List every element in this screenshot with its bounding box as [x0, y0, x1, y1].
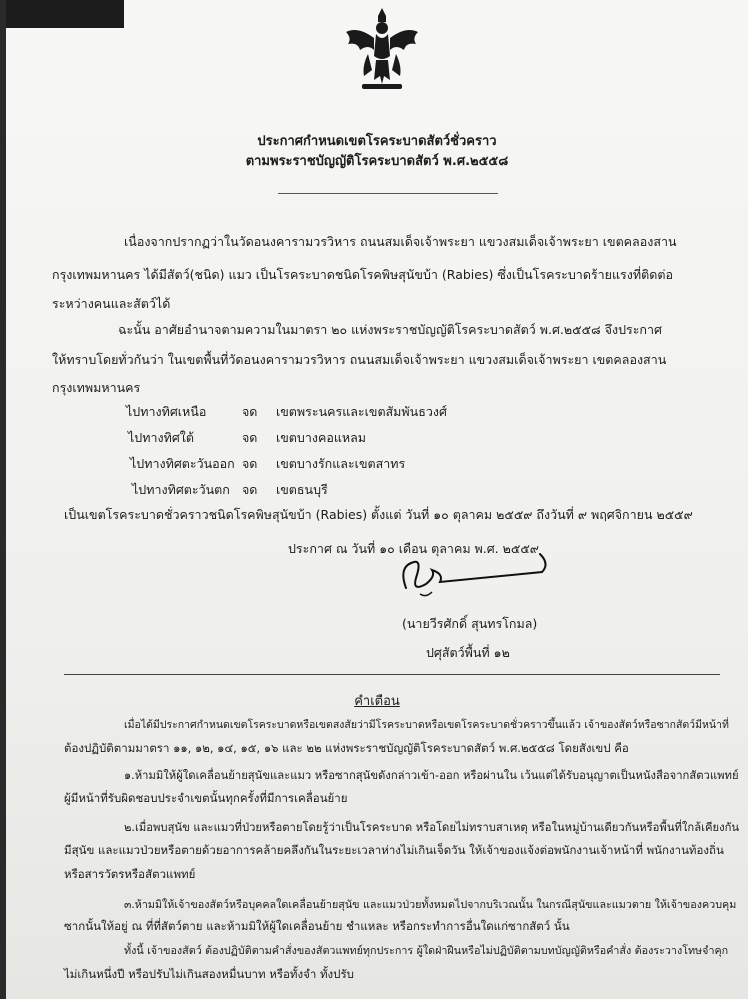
- signature-mark: [392, 548, 552, 600]
- boundary-east: ไปทางทิศตะวันออก จด เขตบางรักและเขตสาทร: [130, 456, 406, 471]
- announcement-subtitle: ตามพระราชบัญญัติโรคระบาดสัตว์ พ.ศ.๒๕๕๘: [245, 154, 509, 169]
- warning-closing-line-1: ทั้งนี้ เจ้าของสัตว์ ต้องปฏิบัติตามคำสั่งของสัตวแพทย์ทุกประการ ผู้ใดฝ่าฝืนหรือไม่ปฏิบัติตามบทบัญญัติหรือคำสั่ง ต้องระวางโทษจำคุก: [124, 944, 729, 957]
- signer-name: (นายวีรศักดิ์ สุนทรโกมล): [402, 616, 538, 631]
- warning-intro-line-1: เมื่อได้มีประกาศกำหนดเขตโรคระบาดหรือเขตสงสัยว่ามีโรคระบาดหรือเขตโรคระบาดชั่วคราวขึ้นแล้ว เจ้าของสัตว์หรือซากสัตว์มีหน้าที่: [124, 719, 729, 731]
- warning-item-1-line-1: ๑.ห้ามมิให้ผู้ใดเคลื่อนย้ายสุนัขและแมว หรือซากสุนัขดังกล่าวเข้า-ออก หรือผ่านใน เว้นแต่ได้รับอนุญาตเป็นหนังสือจากสัตวแพทย์: [124, 769, 739, 782]
- boundary-west: ไปทางทิศตะวันตก จด เขตธนบุรี: [132, 482, 328, 497]
- warning-item-2-line-3: หรือสารวัตรหรือสัตวแพทย์: [64, 867, 196, 881]
- paragraph-2-line-2: ให้ทราบโดยทั่วกันว่า ในเขตพื้นที่วัดอนงคารามวรวิหาร ถนนสมเด็จเจ้าพระยา แขวงสมเด็จเจ้าพระยา เขตคลองสาน: [52, 352, 667, 367]
- paragraph-2-line-3: กรุงเทพมหานคร: [52, 380, 141, 395]
- document-page: [6, 0, 748, 999]
- announcement-date: ประกาศ ณ วันที่ ๑๐ เดือน ตุลาคม พ.ศ. ๒๕๕๙: [288, 541, 539, 556]
- warning-item-3-line-1: ๓.ห้ามมิให้เจ้าของสัตว์หรือบุคคลใดเคลื่อนย้ายสุนัข และแมวป่วยทั้งหมดไปจากบริเวณนั้น ในกรณีสุนัขและแมวตาย ให้เจ้าของควบคุม: [124, 898, 737, 911]
- warning-divider: [64, 674, 720, 675]
- paragraph-1-line-3: ระหว่างคนและสัตว์ได้: [52, 296, 171, 311]
- warning-intro-line-2: ต้องปฏิบัติตามมาตรา ๑๑, ๑๒, ๑๔, ๑๕, ๑๖ และ ๒๒ แห่งพระราชบัญญัติโรคระบาดสัตว์ พ.ศ.๒๕๕๘ โดยสังเขป คือ: [64, 741, 629, 755]
- title-rule: [278, 193, 498, 194]
- quarantine-period: เป็นเขตโรคระบาดชั่วคราวชนิดโรคพิษสุนัขบ้า (Rabies) ตั้งแต่ วันที่ ๑๐ ตุลาคม ๒๕๕๙ ถึงวันที่ ๙ พฤศจิกายน ๒๕๕๙: [64, 507, 693, 522]
- paragraph-1-line-1: เนื่องจากปรากฏว่าในวัดอนงคารามวรวิหาร ถนนสมเด็จเจ้าพระยา แขวงสมเด็จเจ้าพระยา เขตคลองสาน: [124, 234, 677, 249]
- warning-title: คำเตือน: [354, 694, 400, 709]
- warning-closing-line-2: ไม่เกินหนึ่งปี หรือปรับไม่เกินสองหมื่นบาท หรือทั้งจำ ทั้งปรับ: [64, 967, 354, 981]
- paragraph-1-line-2: กรุงเทพมหานคร ได้มีสัตว์(ชนิด) แมว เป็นโรคระบาดชนิดโรคพิษสุนัขบ้า (Rabies) ซึ่งเป็นโรคระบาดร้ายแรงที่ติดต่อ: [52, 267, 673, 282]
- page-corner-shadow: [6, 0, 124, 28]
- paragraph-2-line-1: ฉะนั้น อาศัยอำนาจตามความในมาตรา ๒๐ แห่งพระราชบัญญัติโรคระบาดสัตว์ พ.ศ.๒๕๕๘ จึงประกาศ: [118, 322, 662, 337]
- warning-item-2-line-1: ๒.เมื่อพบสุนัข และแมวที่ป่วยหรือตายโดยรู้ว่าเป็นโรคระบาด หรือโดยไม่ทราบสาเหตุ หรือในหมู่บ้านเดียวกันหรือพื้นที่ใกล้เคียงกัน: [124, 821, 740, 834]
- garuda-emblem-icon: [338, 4, 426, 92]
- signer-position: ปศุสัตว์พื้นที่ ๑๒: [426, 645, 510, 660]
- warning-item-1-line-2: ผู้มีหน้าที่รับผิดชอบประจำเขตนั้นทุกครั้งที่มีการเคลื่อนย้าย: [64, 791, 348, 805]
- warning-item-3-line-2: ซากนั้นให้อยู่ ณ ที่ที่สัตว์ตาย และห้ามมิให้ผู้ใดเคลื่อนย้าย ชำแหละ หรือกระทำการอื่นใดแก่ซากสัตว์ นั้น: [64, 919, 570, 933]
- boundary-south: ไปทางทิศใต้ จด เขตบางคอแหลม: [128, 430, 367, 445]
- warning-item-2-line-2: มีสุนัข และแมวป่วยหรือตายด้วยอาการคล้ายคลึงกันในระยะเวลาห่างไม่เกินเจ็ดวัน ให้เจ้าของแจ้งต่อพนักงานเจ้าหน้าที่ พนักงานท้องถิ่น: [64, 843, 724, 857]
- boundary-north: ไปทางทิศเหนือ จด เขตพระนครและเขตสัมพันธวงศ์: [126, 404, 447, 419]
- announcement-title: ประกาศกำหนดเขตโรคระบาดสัตว์ชั่วคราว: [257, 134, 497, 149]
